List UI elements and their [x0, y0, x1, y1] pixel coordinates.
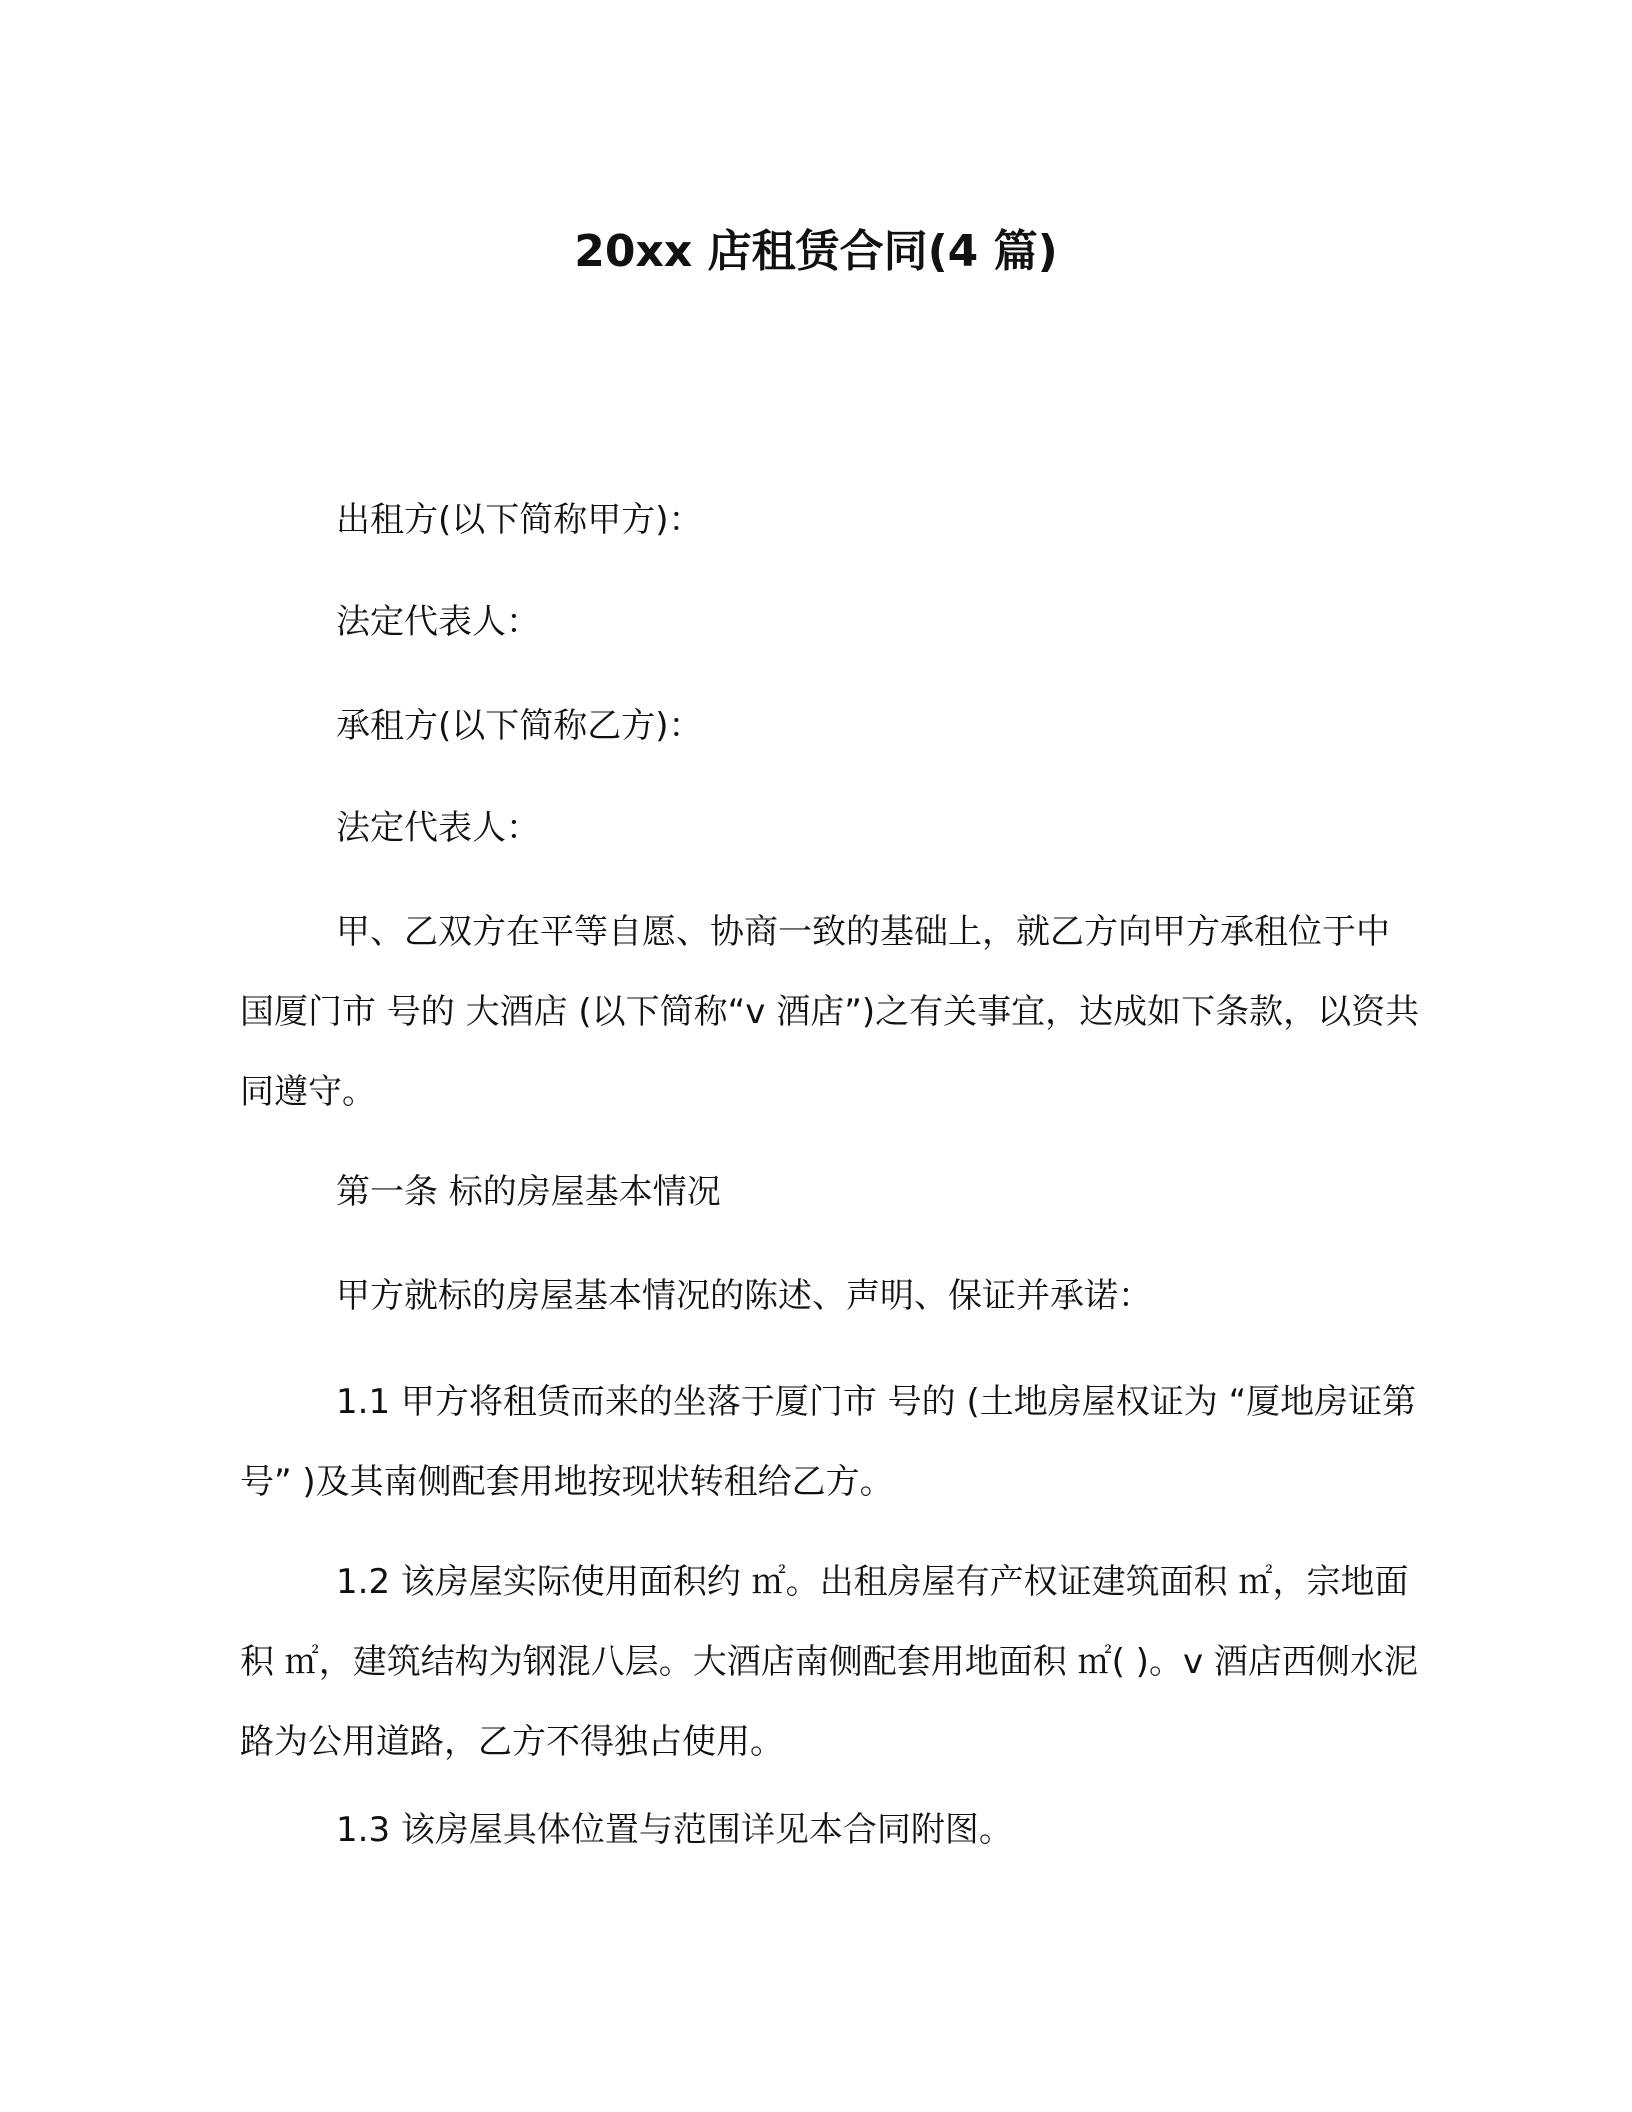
- lessor-line: 出租方(以下简称甲方)：: [336, 500, 703, 540]
- article-1-statement: 甲方就标的房屋基本情况的陈述、声明、保证并承诺：: [336, 1276, 1152, 1316]
- page-title: 20xx 店租赁合同(4 篇): [574, 226, 1058, 277]
- lessee-representative-line: 法定代表人：: [336, 808, 540, 848]
- intro-paragraph: 甲、乙双方在平等自愿、协商一致的基础上，就乙方向甲方承租位于中国厦门市 号的 大酒店 (以下简称“v 酒店”)之有关事宜，达成如下条款，以资共同遵守。: [240, 912, 1420, 1112]
- clause-1-2: 1.2 该房屋实际使用面积约 ㎡。出租房屋有产权证建筑面积 ㎡，宗地面积 ㎡，建筑结构为钢混八层。大酒店南侧配套用地面积 ㎡( )。v 酒店西侧水泥路为公用道路，乙方不得独占使用。: [240, 1562, 1418, 1762]
- lessee-line: 承租方(以下简称乙方)：: [336, 706, 703, 746]
- lessor-representative-line: 法定代表人：: [336, 602, 540, 642]
- clause-1-3: 1.3 该房屋具体位置与范围详见本合同附图。: [336, 1810, 1013, 1850]
- clause-1-1: 1.1 甲方将租赁而来的坐落于厦门市 号的 (土地房屋权证为 “厦地房证第 号” )及其南侧配套用地按现状转租给乙方。: [240, 1382, 1427, 1502]
- article-1-heading: 第一条 标的房屋基本情况: [336, 1172, 721, 1212]
